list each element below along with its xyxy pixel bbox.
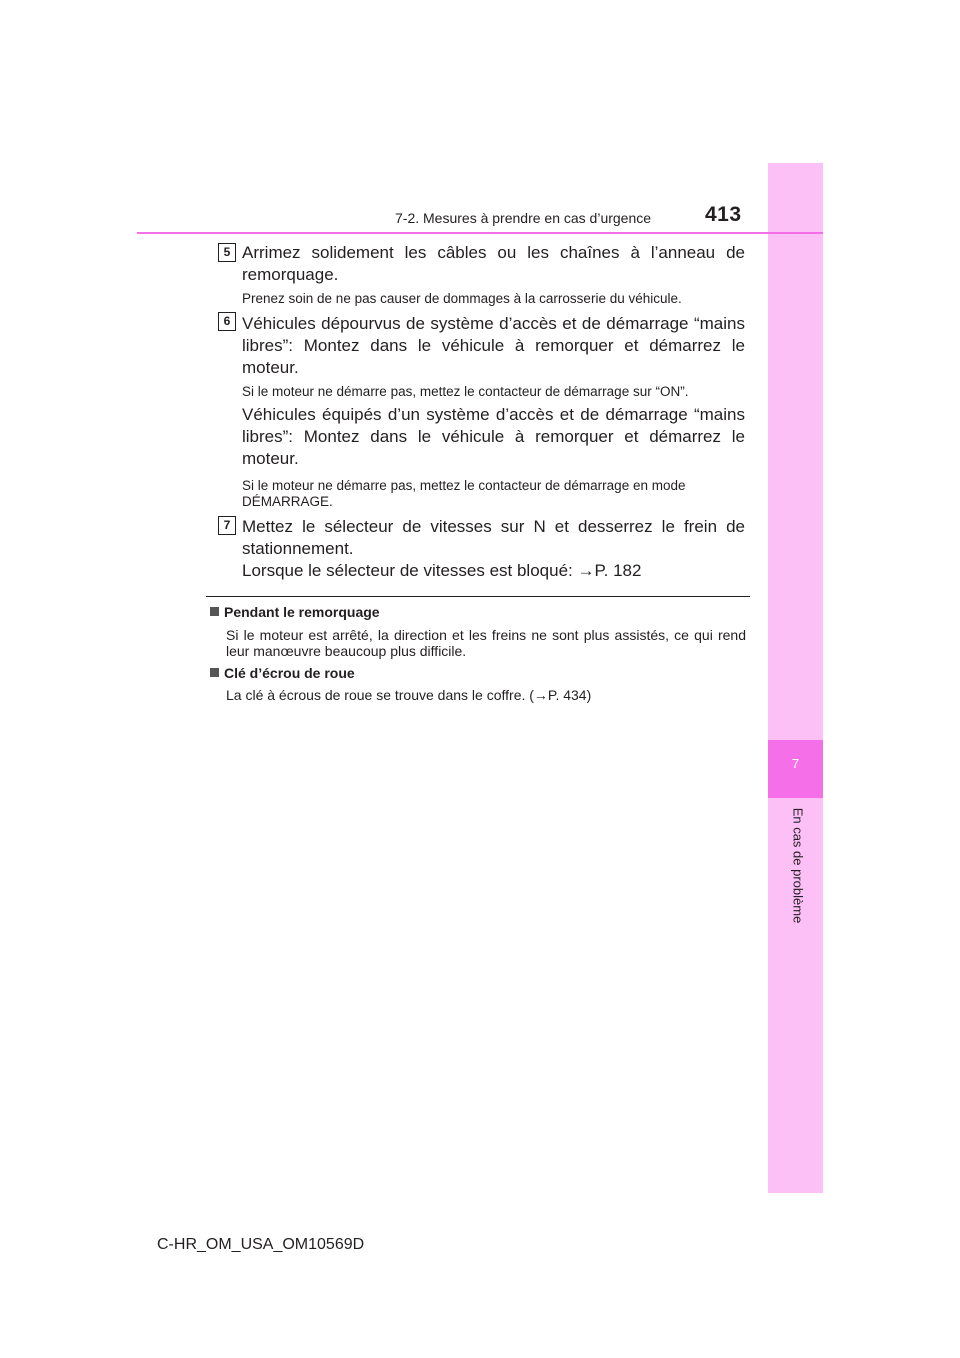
chapter-number: 7 [791,756,800,771]
header-rule [137,232,823,234]
step-text-alt: Véhicules équipés d’un système d’accès et de démarrage “mains libres”: Montez dans le véhicule à remorquer et démarrez le moteur. [242,405,745,468]
step-number-badge: 5 [218,243,236,262]
section-divider [206,596,750,597]
info-heading [210,665,355,681]
chapter-title: En cas de problème [790,807,806,924]
info-heading [210,604,380,620]
square-bullet-icon [210,607,219,616]
step-note: Si le moteur ne démarre pas, mettez le contacteur de démarrage sur “ON”. [242,384,689,399]
chapter-sidebar [768,163,823,1193]
step-note: Prenez soin de ne pas causer de dommages à la carrosserie du véhicule. [242,291,682,306]
info-heading-label: Pendant le remorquage [224,604,380,620]
step-number-badge: 6 [218,312,236,331]
step-text-cross-reference: Lorsque le sélecteur de vitesses est bloqué: →P. 182 [242,561,642,580]
document-code: C-HR_OM_USA_OM10569D [157,1236,365,1253]
step-text: Véhicules dépourvus de système d’accès et de démarrage “mains libres”: Montez dans le véhicule à remorquer et démarrez le moteur. [242,314,745,377]
info-body: Si le moteur est arrêté, la direction et les freins ne sont plus assistés, ce qui rend leur manœuvre beaucoup plus difficile. [226,627,746,659]
square-bullet-icon [210,668,219,677]
section-title: 7-2. Mesures à prendre en cas d’urgence [395,210,652,226]
step-note-alt-line1: Si le moteur ne démarre pas, mettez le contacteur de démarrage en mode [242,478,686,493]
step-text: Arrimez solidement les câbles ou les chaînes à l’anneau de remorquage. [242,243,745,284]
info-body: La clé à écrous de roue se trouve dans le coffre. (→P. 434) [226,687,592,703]
step-note-alt-line2: DÉMARRAGE. [242,494,333,509]
step-text: Mettez le sélecteur de vitesses sur N et desserrez le frein de stationnement. [242,517,745,558]
step-number-badge: 7 [218,516,236,535]
page-number: 413 [705,203,742,226]
info-heading-label: Clé d’écrou de roue [224,665,355,681]
